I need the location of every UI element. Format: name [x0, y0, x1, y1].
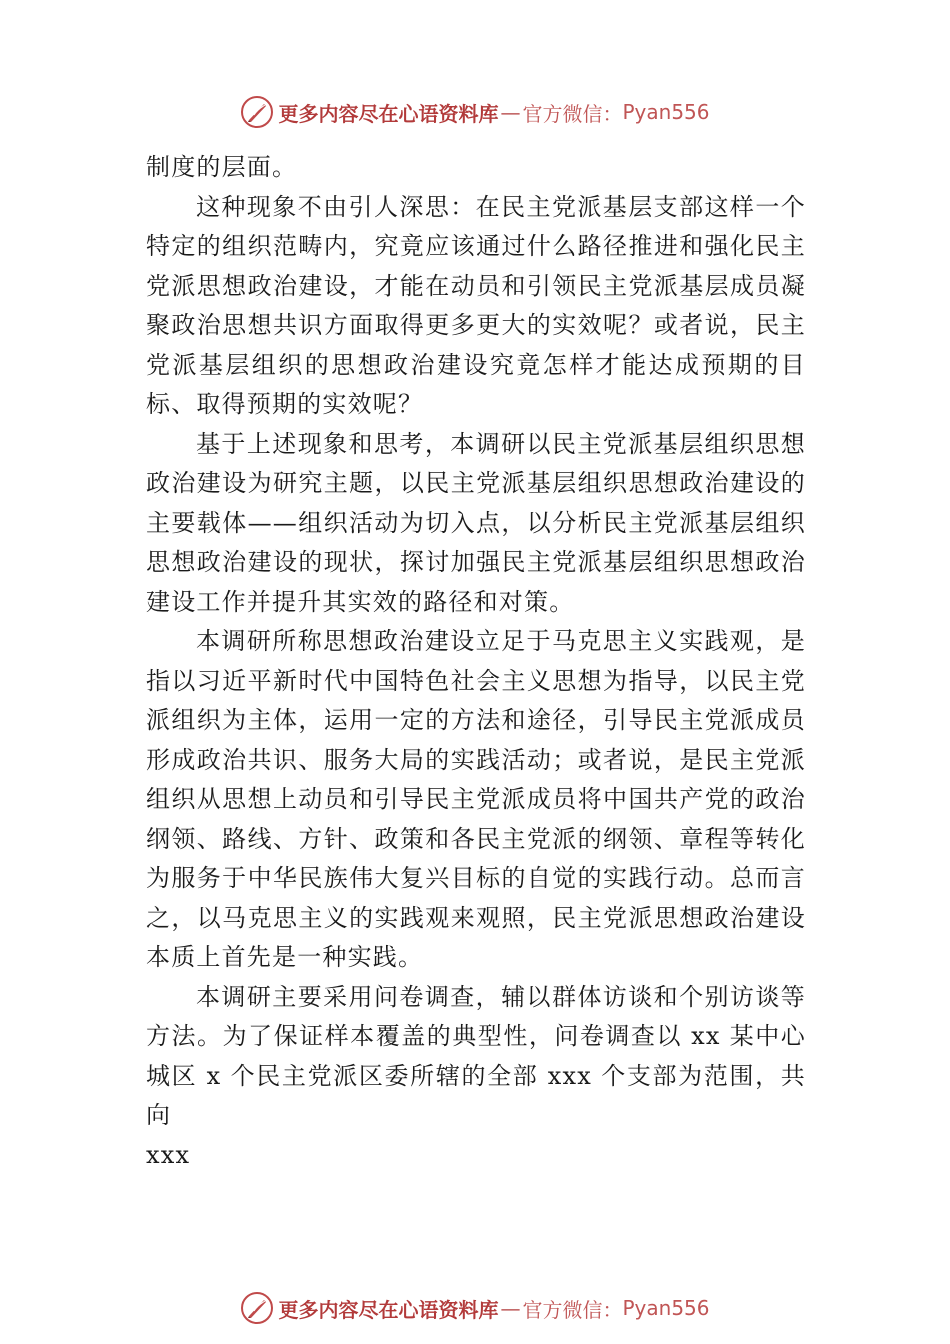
banner-dash: — [500, 100, 521, 124]
banner-dash: — [500, 1296, 521, 1320]
banner-wechat-id: Pyan556 [622, 100, 710, 124]
paragraph: 基于上述现象和思考，本调研以民主党派基层组织思想政治建设为研究主题，以民主党派基层组织思想政治建设的主要载体——组织活动为切入点，以分析民主党派基层组织思想政治建设的现状，探讨加强民主党派基层组织思想政治建设工作并提升其实效的路径和对策。 [146, 429, 806, 616]
paragraph: xxx [146, 1140, 191, 1169]
paragraph: 本调研所称思想政治建设立足于马克思主义实践观，是指以习近平新时代中国特色社会主义思想为指导，以民主党派组织为主体，运用一定的方法和途径，引导民主党派成员形成政治共识、服务大局的实践活动；或者说，是民主党派组织从思想上动员和引导民主党派成员将中国共产党的政治纲领、路线、方针、政策和各民主党派的纲领、章程等转化为服务于中华民族伟大复兴目标的自觉的实践行动。总而言之，以马克思主义的实践观来观照，民主党派思想政治建设本质上首先是一种实践。 [146, 627, 806, 971]
paragraph: 这种现象不由引人深思：在民主党派基层支部这样一个特定的组织范畴内，究竟应该通过什么路径推进和强化民主党派思想政治建设，才能在动员和引领民主党派基层成员凝聚政治思想共识方面取得更多更大的实效呢？或者说，民主党派基层组织的思想政治建设究竟怎样才能达成预期的目标、取得预期的实效呢？ [146, 192, 806, 418]
banner-official-label: 官方微信： [522, 1297, 623, 1322]
banner-wechat-id: Pyan556 [622, 1296, 710, 1320]
paragraph: 制度的层面。 [146, 153, 298, 181]
banner-title: 更多内容尽在心语资料库 [278, 101, 499, 126]
banner-official-label: 官方微信： [522, 101, 623, 126]
document-body [146, 148, 806, 1175]
quill-pen-logo-icon [240, 1291, 274, 1325]
quill-pen-logo-icon [240, 95, 274, 129]
paragraph: 本调研主要采用问卷调查，辅以群体访谈和个别访谈等方法。为了保证样本覆盖的典型性，问卷调查以 xx 某中心城区 x 个民主党派区委所辖的全部 xxx 个支部为范围，共向 [146, 982, 806, 1129]
footer-banner [0, 1288, 950, 1328]
header-banner [0, 92, 950, 132]
banner-title: 更多内容尽在心语资料库 [278, 1297, 499, 1322]
